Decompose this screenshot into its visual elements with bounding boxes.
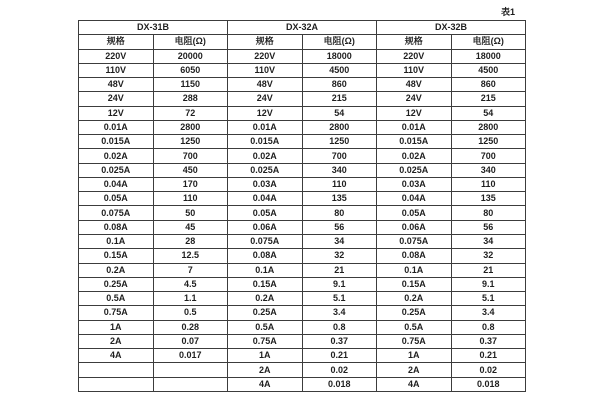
resistance-cell: 860: [451, 78, 526, 92]
spec-cell: 0.075A: [228, 234, 303, 248]
table-row: [79, 206, 526, 220]
resistance-cell: 1250: [302, 135, 377, 149]
spec-cell: 0.75A: [377, 334, 452, 348]
resistance-cell: 110: [153, 192, 228, 206]
spec-cell: 4A: [377, 377, 452, 391]
spec-cell: 0.03A: [377, 177, 452, 191]
spec-cell: 0.25A: [228, 306, 303, 320]
resistance-cell: 9.1: [451, 277, 526, 291]
resistance-cell: 21: [302, 263, 377, 277]
resistance-cell: 0.37: [451, 334, 526, 348]
resistance-cell: 80: [302, 206, 377, 220]
resistance-cell: 0.018: [451, 377, 526, 391]
spec-cell: 0.2A: [228, 292, 303, 306]
resistance-cell: 700: [302, 149, 377, 163]
resistance-cell: 20000: [153, 49, 228, 63]
resistance-cell: 215: [451, 92, 526, 106]
resistance-cell: 0.018: [302, 377, 377, 391]
resistance-cell: 215: [302, 92, 377, 106]
resistance-cell: 1150: [153, 78, 228, 92]
resistance-cell: 54: [451, 106, 526, 120]
table-row: [79, 320, 526, 334]
resistance-cell: 1250: [153, 135, 228, 149]
resistance-cell: 0.8: [451, 320, 526, 334]
resistance-cell: 110: [302, 177, 377, 191]
resistance-cell: 700: [153, 149, 228, 163]
spec-cell: 1A: [228, 349, 303, 363]
table-row: [79, 106, 526, 120]
spec-column-header: 规格: [228, 35, 303, 49]
group-header: DX-32B: [377, 21, 526, 35]
resistance-cell: 5.1: [302, 292, 377, 306]
spec-cell: 2A: [79, 334, 154, 348]
spec-cell: 0.05A: [79, 192, 154, 206]
resistance-cell: 72: [153, 106, 228, 120]
spec-cell: 110V: [79, 63, 154, 77]
table-row: [79, 192, 526, 206]
resistance-cell: 0.07: [153, 334, 228, 348]
resistance-cell: 18000: [451, 49, 526, 63]
spec-cell: 0.08A: [79, 220, 154, 234]
table-row: [79, 349, 526, 363]
spec-cell: 0.1A: [79, 234, 154, 248]
spec-cell: 0.075A: [377, 234, 452, 248]
spec-cell: 0.25A: [377, 306, 452, 320]
spec-cell: 0.015A: [79, 135, 154, 149]
resistance-cell: 32: [451, 249, 526, 263]
resistance-cell: 0.21: [451, 349, 526, 363]
resistance-spec-table: [78, 20, 526, 392]
resistance-cell: 0.02: [451, 363, 526, 377]
resistance-cell: 2800: [451, 120, 526, 134]
spec-cell: 12V: [377, 106, 452, 120]
resistance-cell: 28: [153, 234, 228, 248]
resistance-cell: 4.5: [153, 277, 228, 291]
table-row: [79, 120, 526, 134]
resistance-column-header: 电阻(Ω): [302, 35, 377, 49]
table-row: [79, 263, 526, 277]
spec-cell: 0.5A: [228, 320, 303, 334]
table-row: [79, 292, 526, 306]
spec-cell: 0.1A: [377, 263, 452, 277]
spec-cell: 220V: [377, 49, 452, 63]
table-row: [79, 377, 526, 391]
resistance-cell: 7: [153, 263, 228, 277]
spec-cell: 0.075A: [79, 206, 154, 220]
resistance-cell: 340: [302, 163, 377, 177]
resistance-cell: 340: [451, 163, 526, 177]
resistance-cell: 9.1: [302, 277, 377, 291]
resistance-cell: 0.21: [302, 349, 377, 363]
resistance-cell: [153, 363, 228, 377]
table-row: [79, 277, 526, 291]
spec-cell: 12V: [79, 106, 154, 120]
spec-cell: 0.15A: [228, 277, 303, 291]
spec-cell: 0.01A: [228, 120, 303, 134]
resistance-cell: 34: [302, 234, 377, 248]
spec-cell: 0.03A: [228, 177, 303, 191]
resistance-cell: 135: [302, 192, 377, 206]
spec-cell: 0.2A: [79, 263, 154, 277]
spec-cell: 0.02A: [228, 149, 303, 163]
resistance-cell: 50: [153, 206, 228, 220]
spec-cell: 0.025A: [79, 163, 154, 177]
table-caption: 表1: [501, 7, 516, 17]
table-row: [79, 249, 526, 263]
table-row: [79, 49, 526, 63]
resistance-cell: 0.017: [153, 349, 228, 363]
spec-cell: 220V: [228, 49, 303, 63]
resistance-cell: [153, 377, 228, 391]
resistance-cell: 288: [153, 92, 228, 106]
spec-cell: 110V: [377, 63, 452, 77]
table-row: [79, 220, 526, 234]
spec-cell: 0.06A: [377, 220, 452, 234]
spec-cell: 0.08A: [228, 249, 303, 263]
spec-cell: 1A: [79, 320, 154, 334]
resistance-cell: 80: [451, 206, 526, 220]
resistance-cell: 135: [451, 192, 526, 206]
spec-cell: 0.05A: [228, 206, 303, 220]
resistance-cell: 5.1: [451, 292, 526, 306]
spec-cell: 0.04A: [79, 177, 154, 191]
resistance-cell: 450: [153, 163, 228, 177]
spec-cell: 0.02A: [79, 149, 154, 163]
spec-cell: 0.25A: [79, 277, 154, 291]
group-header: DX-31B: [79, 21, 228, 35]
table-row: [79, 78, 526, 92]
group-header-row: [79, 21, 526, 35]
spec-cell: 0.025A: [377, 163, 452, 177]
table-row: [79, 135, 526, 149]
resistance-cell: 2800: [302, 120, 377, 134]
spec-cell: 0.02A: [377, 149, 452, 163]
spec-cell: 0.025A: [228, 163, 303, 177]
spec-cell: 0.06A: [228, 220, 303, 234]
spec-cell: [79, 377, 154, 391]
spec-cell: 0.04A: [228, 192, 303, 206]
resistance-cell: 32: [302, 249, 377, 263]
resistance-cell: 45: [153, 220, 228, 234]
spec-cell: 1A: [377, 349, 452, 363]
table-row: [79, 163, 526, 177]
table-row: [79, 306, 526, 320]
resistance-column-header: 电阻(Ω): [451, 35, 526, 49]
spec-cell: 48V: [228, 78, 303, 92]
resistance-cell: 21: [451, 263, 526, 277]
spec-cell: 0.75A: [228, 334, 303, 348]
spec-cell: 4A: [79, 349, 154, 363]
spec-column-header: 规格: [79, 35, 154, 49]
spec-cell: 0.05A: [377, 206, 452, 220]
resistance-cell: 56: [302, 220, 377, 234]
table-row: [79, 63, 526, 77]
spec-cell: 0.75A: [79, 306, 154, 320]
spec-cell: 0.15A: [377, 277, 452, 291]
table-row: [79, 92, 526, 106]
table-row: [79, 334, 526, 348]
resistance-cell: 700: [451, 149, 526, 163]
table-row: [79, 149, 526, 163]
resistance-cell: 2800: [153, 120, 228, 134]
table-row: [79, 177, 526, 191]
resistance-cell: 12.5: [153, 249, 228, 263]
resistance-cell: 3.4: [451, 306, 526, 320]
resistance-cell: 170: [153, 177, 228, 191]
resistance-cell: 0.02: [302, 363, 377, 377]
resistance-cell: 0.5: [153, 306, 228, 320]
group-header: DX-32A: [228, 21, 377, 35]
spec-cell: 0.04A: [377, 192, 452, 206]
table-row: [79, 363, 526, 377]
spec-cell: 24V: [228, 92, 303, 106]
resistance-cell: 110: [451, 177, 526, 191]
spec-cell: 48V: [79, 78, 154, 92]
resistance-cell: 4500: [302, 63, 377, 77]
spec-cell: 0.2A: [377, 292, 452, 306]
spec-cell: 24V: [377, 92, 452, 106]
table-row: [79, 234, 526, 248]
resistance-cell: 18000: [302, 49, 377, 63]
spec-cell: [79, 363, 154, 377]
spec-cell: 0.08A: [377, 249, 452, 263]
spec-cell: 0.5A: [79, 292, 154, 306]
spec-cell: 24V: [79, 92, 154, 106]
spec-cell: 12V: [228, 106, 303, 120]
spec-cell: 2A: [377, 363, 452, 377]
resistance-cell: 34: [451, 234, 526, 248]
resistance-cell: 6050: [153, 63, 228, 77]
spec-cell: 0.5A: [377, 320, 452, 334]
column-header-row: [79, 35, 526, 49]
resistance-column-header: 电阻(Ω): [153, 35, 228, 49]
spec-cell: 0.01A: [79, 120, 154, 134]
spec-cell: 48V: [377, 78, 452, 92]
spec-column-header: 规格: [377, 35, 452, 49]
resistance-cell: 1.1: [153, 292, 228, 306]
spec-cell: 0.01A: [377, 120, 452, 134]
resistance-table-body: [79, 21, 526, 392]
resistance-cell: 0.8: [302, 320, 377, 334]
spec-cell: 2A: [228, 363, 303, 377]
spec-cell: 0.015A: [228, 135, 303, 149]
spec-cell: 110V: [228, 63, 303, 77]
spec-cell: 4A: [228, 377, 303, 391]
resistance-cell: 1250: [451, 135, 526, 149]
resistance-cell: 3.4: [302, 306, 377, 320]
spec-cell: 0.015A: [377, 135, 452, 149]
spec-cell: 220V: [79, 49, 154, 63]
resistance-cell: 860: [302, 78, 377, 92]
resistance-cell: 0.37: [302, 334, 377, 348]
resistance-cell: 54: [302, 106, 377, 120]
resistance-cell: 56: [451, 220, 526, 234]
resistance-cell: 4500: [451, 63, 526, 77]
resistance-cell: 0.28: [153, 320, 228, 334]
spec-cell: 0.1A: [228, 263, 303, 277]
spec-cell: 0.15A: [79, 249, 154, 263]
